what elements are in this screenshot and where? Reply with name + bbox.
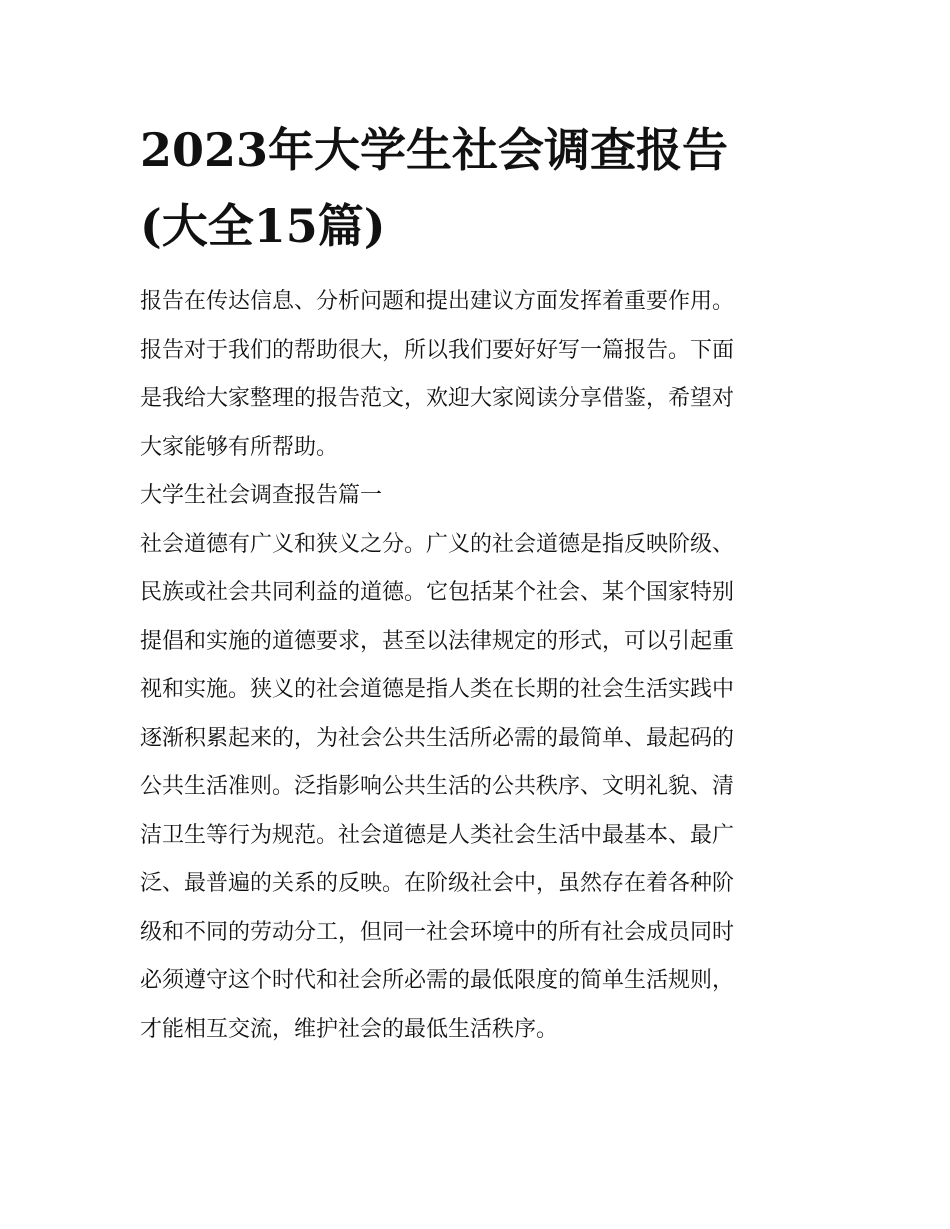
intro-line: 报告在传达信息、分析问题和提出建议方面发挥着重要作用。: [140, 289, 735, 314]
section-line: 级和不同的劳动分工，但同一社会环境中的所有社会成员同时: [140, 919, 735, 945]
section-line: 逐渐积累起来的，为社会公共生活所必需的最简单、最起码的: [140, 725, 735, 751]
section-line: 公共生活准则。泛指影响公共生活的公共秩序、文明礼貌、清: [140, 774, 735, 799]
section-line: 才能相互交流，维护社会的最低生活秩序。: [140, 1016, 559, 1042]
document-body: [140, 278, 820, 1054]
document-title: [140, 112, 820, 264]
title-line: (大全15篇): [140, 199, 386, 253]
intro-line: 大家能够有所帮助。: [140, 434, 339, 460]
section-heading: 大学生社会调查报告篇一: [140, 483, 383, 508]
section-line: 社会道德有广义和狭义之分。广义的社会道德是指反映阶级、: [140, 531, 735, 557]
section-line: 洁卫生等行为规范。社会道德是人类社会生活中最基本、最广: [140, 822, 735, 848]
section-line: 视和实施。狭义的社会道德是指人类在长期的社会生活实践中: [140, 677, 735, 702]
section-line: 提倡和实施的道德要求，甚至以法律规定的形式，可以引起重: [140, 628, 735, 654]
section-line: 泛、最普遍的关系的反映。在阶级社会中，虽然存在着各种阶: [140, 871, 735, 896]
section-line: 民族或社会共同利益的道德。它包括某个社会、某个国家特别: [140, 580, 735, 605]
intro-line: 报告对于我们的帮助很大，所以我们要好好写一篇报告。下面: [140, 337, 735, 363]
section-line: 必须遵守这个时代和社会所必需的最低限度的简单生活规则，: [140, 968, 735, 993]
title-line: 2023年大学生社会调查报告: [140, 123, 729, 177]
intro-line: 是我给大家整理的报告范文，欢迎大家阅读分享借鉴，希望对: [140, 386, 735, 411]
